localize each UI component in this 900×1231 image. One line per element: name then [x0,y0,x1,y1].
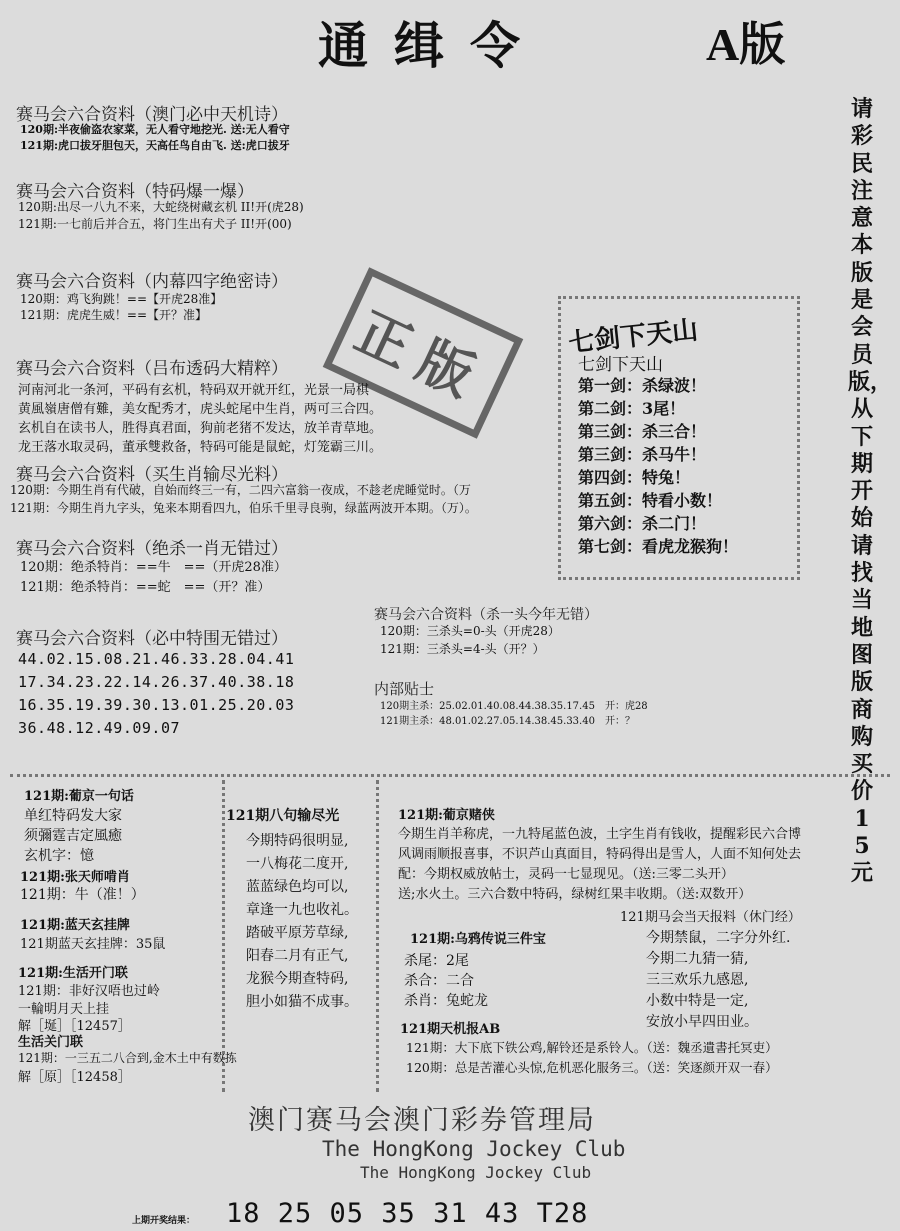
column-line: 121期：牛（准！） [20,887,145,903]
section-title: 内部贴士 [374,680,435,698]
poem-line: 胆小如猫不成事。 [246,994,358,1010]
section-title: 赛马会六合资料（吕布透码大精粹） [16,359,288,379]
column-line: 今期二九猜一猜, [646,951,749,967]
poem-line: 阳春二月有正气, [246,948,349,964]
column-line: 121期蓝天玄挂牌：35鼠 [20,937,166,952]
column-line: 风调雨顺报喜事，不识芦山真面目，特码得出是雪人，人面不知何处去 [398,847,802,862]
number-row: 44.02.15.08.21.46.33.28.04.41 [18,650,295,668]
column-line: 须彌霆吉定風癒 [24,828,122,844]
section-line: 121期主杀：48.01.02.27.05.14.38.45.33.40 开：？ [380,716,635,727]
section-title: 赛马会六合资料（内幕四字绝密诗） [16,272,288,292]
column-title: 121期天机报AB [400,1022,501,1037]
column-line: 120期：总是苦灌心头惊,危机恶化服务三。（送：笑逐颜开双一春） [406,1060,778,1075]
seven-swords-header: 七剑下天山 [567,315,700,359]
sword-line: 第三剑：杀三合！ [578,422,707,441]
last-draw-numbers: 18 25 05 35 31 43 T28 [226,1198,589,1229]
column-title: 121期马会当天报料（休门经） [620,910,801,925]
last-draw-label: 上期开奖结果： [132,1216,196,1226]
section-line: 121期：三杀头=4-头（开？） [380,642,545,656]
section-line: 玄机自在读书人，胜得真君面，狗前老猪不发达，放羊青草地。 [18,421,383,436]
footer-org-english: The HongKong Jockey Club [322,1137,626,1161]
column-line: 杀尾：2尾 [404,953,469,969]
column-title: 121期:蓝天玄挂牌 [20,918,130,933]
column-title: 121期:葡京一句话 [24,789,134,804]
column-line: 安放小早四田业。 [646,1014,758,1030]
footer-org-name: 澳门赛马会澳门彩券管理局 [248,1105,596,1136]
sword-line: 第四剑：特兔！ [578,468,691,487]
column-title: 121期:乌鸦传说三件宝 [410,932,546,947]
section-line: 121期：虎虎生威！==【开？准】 [20,308,208,322]
poem-line: 踏破平原芳草绿, [246,925,349,941]
column-line: 121期：非好汉唔也过岭 [18,984,160,999]
divider [222,780,225,1092]
column-line: 今期生肖羊称虎，一九特尾蓝色波，土字生肖有钱收，提醒彩民六合博 [398,827,802,842]
column-line: 121期：一三五二八合到,金木土中有数拣 [18,1051,237,1065]
column-line: 杀合：二合 [404,973,474,989]
poem-line: 一八梅花二度开, [246,856,349,872]
section-title: 赛马会六合资料（必中特围无错过） [16,629,288,649]
column-line: 今期禁鼠，二字分外红. [646,930,791,946]
divider [10,774,890,777]
section-line: 121期:虎口拔牙胆包天，天高任鸟自由飞. 送:虎口拔牙 [20,139,290,152]
poem-line: 蓝蓝绿色均可以, [246,879,349,895]
column-title: 121期:葡京赌侠 [398,808,495,823]
column-line: 配：今期权威放帖士，灵码一七显现见。（送:三零二头开） [398,867,734,882]
section-line: 河南河北一条河，平码有玄机，特码双开就开红，光景一局棋 [18,383,370,398]
sword-line: 第二剑：3尾！ [578,399,686,418]
number-row: 16.35.19.39.30.13.01.25.20.03 [18,696,295,714]
column-title: 121期:张天师啃肖 [20,870,130,885]
column-line: 送;水火土。三六合数中特码，绿树红果丰收期。（送:双数开） [398,887,752,902]
column-line: 小数中特是一定, [646,993,749,1009]
number-row: 36.48.12.49.09.07 [18,719,181,737]
section-line: 120期:出尽一八九不来，大蛇绕树藏玄机 II!开(虎28) [18,200,304,214]
section-line: 120期：鸡飞狗跳！==【开虎28准】 [20,292,223,306]
seven-swords-title: 七剑下天山 [578,355,663,375]
section-title: 赛马会六合资料（绝杀一肖无错过） [16,539,288,559]
column-title: 生活关门联 [18,1035,84,1050]
poem-line: 今期特码很明显, [246,833,349,849]
section-line: 龙王落水取灵码，董承雙救备，特码可能是鼠蛇，灯笼霸三川。 [18,440,383,455]
section-line: 120期：今期生肖有代破，自始而终三一有，二四六富翁一夜成，不趁老虎睡觉时。（万 [10,483,471,497]
column-line: 单红特码发大家 [24,808,122,824]
vertical-notice: 请彩民注意本版是会员版，从下期开始请找当地图版商购买价15元 [848,96,893,887]
sword-line: 第五剑：特看小数！ [578,491,723,510]
edition-label: A版 [706,19,786,70]
sword-line: 第六剑：杀二门！ [578,514,707,533]
sword-line: 第一剑：杀绿波！ [578,376,707,395]
sword-line: 第七剑：看虎龙猴狗！ [578,537,739,556]
section-line: 121期:一七前后并合五，将门生出有犬子 II!开(00) [18,217,292,231]
poem-line: 龙猴今期查特码, [246,971,349,987]
number-row: 17.34.23.22.14.26.37.40.38.18 [18,673,295,691]
section-title: 赛马会六合资料（澳门必中天机诗） [16,105,288,125]
section-line: 120期：绝杀特肖：==牛 ==（开虎28准） [20,560,287,575]
section-line: 120期：三杀头=0-头（开虎28） [380,624,560,638]
section-title: 赛马会六合资料（买生肖输尽光料） [16,465,288,485]
section-line: 121期：绝杀特肖：==蛇 ==（开？准） [20,580,271,595]
column-line: 一輪明月天上挂 [18,1002,110,1017]
section-title: 赛马会六合资料（杀一头今年无错） [374,607,598,623]
section-line: 黄風嶺唐僧有難，美女配秀才，虎头蛇尾中生肖，两可三合四。 [18,402,383,417]
section-line: 120期:半夜偷盗农家菜，无人看守地挖光. 送:无人看守 [20,123,290,136]
poem-line: 章逢一九也收礼。 [246,902,358,918]
column-line: 解［埏］［12457］ [18,1019,131,1034]
column-title: 121期:生活开门联 [18,966,128,981]
page-title: 通缉令 [318,16,546,75]
column-line: 解［原］［12458］ [18,1070,131,1085]
footer-org-english: The HongKong Jockey Club [360,1163,592,1182]
column-line: 121期：大下底下铁公鸡,解铃还是系铃人。（送：魏丞遺書托冥吏） [406,1040,778,1055]
authentic-stamp: 正版 [323,267,524,439]
column-line: 三三欢乐九感恩, [646,972,749,988]
column-line: 玄机字：憶 [24,848,94,864]
section-line: 121期：今期生肖九字头，兔来本期看四九，伯乐千里寻良驹，绿蓝两波开本期。（万）。 [10,501,477,515]
sword-line: 第三剑：杀马牛！ [578,445,707,464]
column-line: 杀肖：兔蛇龙 [404,993,488,1009]
section-title: 赛马会六合资料（特码爆一爆） [16,182,254,202]
section-line: 120期主杀：25.02.01.40.08.44.38.35.17.45 开：虎28 [380,701,648,712]
column-title: 121期八句输尽光 [226,808,340,824]
divider [376,780,379,1092]
